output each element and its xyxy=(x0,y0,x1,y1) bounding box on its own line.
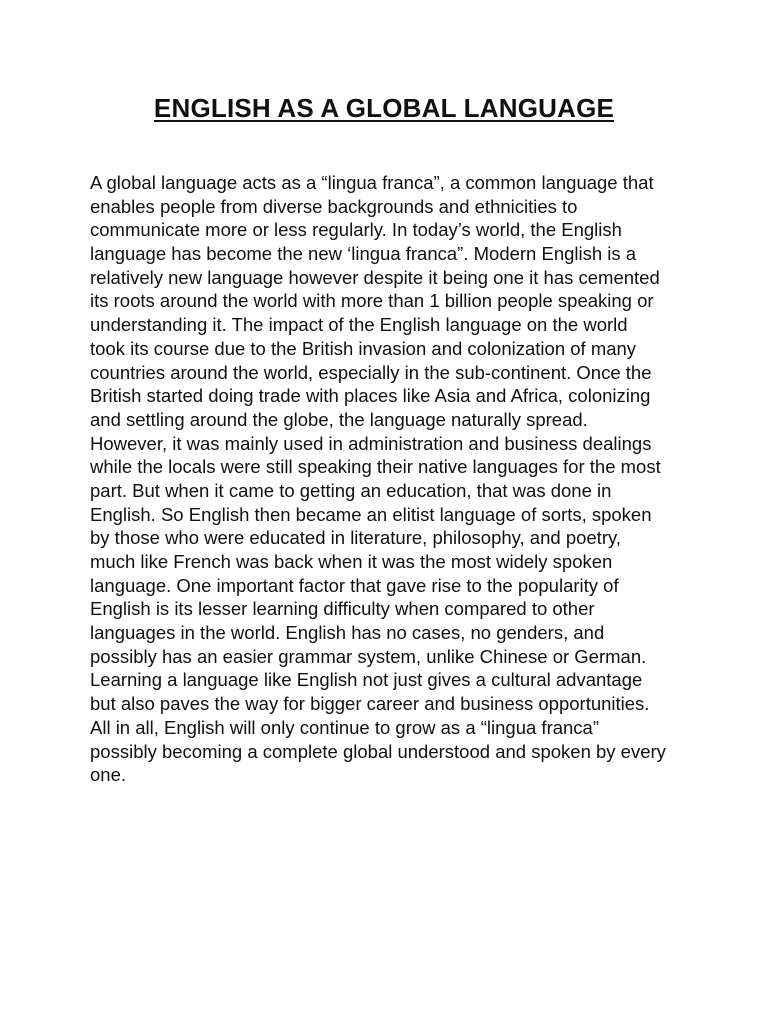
paragraph-line: British started doing trade with places like Asia and Africa, colonizing xyxy=(90,385,651,407)
paragraph-line: understanding it. The impact of the English language on the world xyxy=(90,314,628,336)
paragraph-line: language has become the new ‘lingua franca”. Modern English is a xyxy=(90,243,637,265)
paragraph-line: A global language acts as a “lingua franca”, a common language that xyxy=(90,172,654,193)
paragraph-line: enables people from diverse backgrounds and ethnicities to xyxy=(90,195,578,217)
body-paragraph xyxy=(90,171,720,787)
paragraph-line: However, it was mainly used in administration and business dealings xyxy=(90,432,652,454)
paragraph-line: countries around the world, especially in the sub-continent. Once the xyxy=(90,361,652,383)
paragraph-line: and settling around the globe, the language naturally spread. xyxy=(90,408,588,430)
paragraph-line: relatively new language however despite it being one it has cemented xyxy=(90,266,660,288)
paragraph-line: communicate more or less regularly. In today’s world, the English xyxy=(90,219,622,241)
paragraph-line: possibly becoming a complete global understood and spoken by every xyxy=(90,740,666,762)
document-title: ENGLISH AS A GLOBAL LANGUAGE xyxy=(153,93,615,123)
paragraph-line: All in all, English will only continue to grow as a “lingua franca” xyxy=(90,716,600,738)
paragraph-line: Learning a language like English not just gives a cultural advantage xyxy=(90,669,643,691)
paragraph-line: languages in the world. English has no cases, no genders, and xyxy=(90,622,605,644)
paragraph-line: much like French was back when it was the most widely spoken xyxy=(90,551,613,572)
paragraph-line: language. One important factor that gave rise to the popularity of xyxy=(90,574,619,596)
paragraph-line: but also paves the way for bigger career and business opportunities. xyxy=(90,693,650,715)
paragraph-line: possibly has an easier grammar system, unlike Chinese or German. xyxy=(90,645,647,667)
paragraph-line: by those who were educated in literature, philosophy, and poetry, xyxy=(90,527,621,549)
paragraph-line: English is its lesser learning difficulty when compared to other xyxy=(90,598,595,620)
paragraph-line: its roots around the world with more than 1 billion people speaking or xyxy=(90,290,654,312)
paragraph-line: English. So English then became an elitist language of sorts, spoken xyxy=(90,503,652,525)
paragraph-line: part. But when it came to getting an education, that was done in xyxy=(90,479,612,501)
paragraph-line: one. xyxy=(90,764,127,786)
paragraph-line: while the locals were still speaking their native languages for the most xyxy=(90,456,661,478)
paragraph-line: took its course due to the British invasion and colonization of many xyxy=(90,337,637,359)
